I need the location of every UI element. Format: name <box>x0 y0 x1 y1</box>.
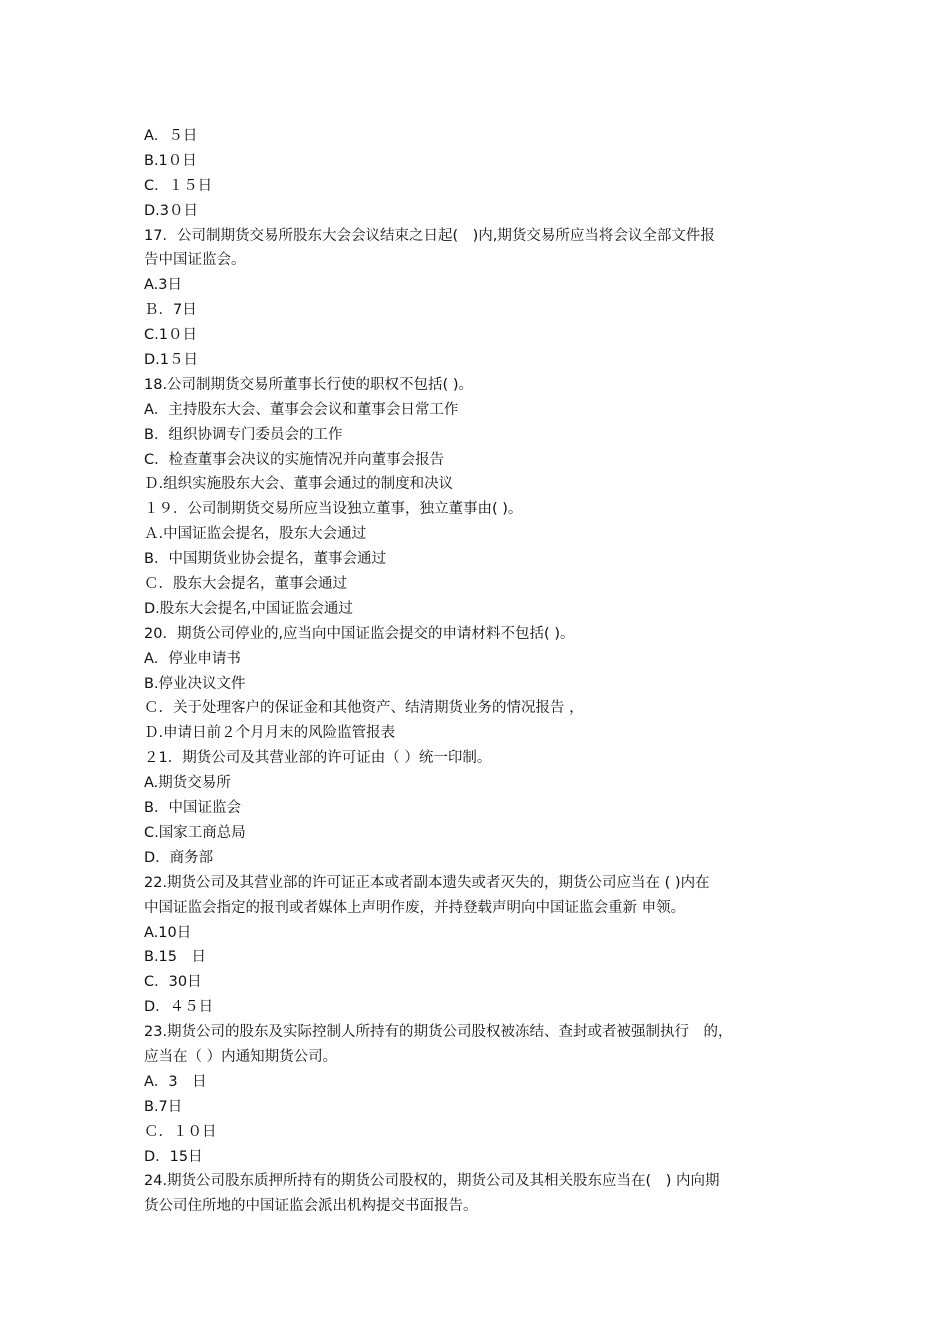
option-line: B.1０日 <box>144 152 197 169</box>
option-line: Ｄ.组织实施股东大会、董事会通过的制度和决议 <box>144 476 454 493</box>
option-line: Ｃ．股东大会提名，董事会通过 <box>144 576 347 593</box>
option-line: B.7日 <box>144 1098 183 1115</box>
option-line: Ｃ．关于处理客户的保证金和其他资产、结清期货业务的情况报告 ， <box>144 700 584 717</box>
option-line: D．15日 <box>144 1148 203 1165</box>
question-23-line-2: 应当在（ ）内通知期货公司。 <box>144 1048 338 1065</box>
option-line: D．商务部 <box>144 849 214 866</box>
question-17-line-1: 17．公司制期货交易所股东大会会议结束之日起( )内,期货交易所应当将会议全部文件报 <box>144 227 715 244</box>
document-body <box>144 124 824 1219</box>
option-line: Ｄ.申请日前２个月月末的风险监管报表 <box>144 725 396 742</box>
question-22-line-2: 中国证监会指定的报刊或者媒体上声明作废，并持登载声明向中国证监会重新 申领。 <box>144 899 686 916</box>
option-line: A.期货交易所 <box>144 775 231 792</box>
option-line: D.1５日 <box>144 352 198 369</box>
option-line: C．30日 <box>144 974 202 991</box>
question-20: 20．期货公司停业的,应当向中国证监会提交的申请材料不包括( )。 <box>144 625 575 642</box>
question-24-line-2: 货公司住所地的中国证监会派出机构提交书面报告。 <box>144 1198 478 1215</box>
option-line: Ａ.中国证监会提名，股东大会通过 <box>144 526 367 543</box>
option-line: C.1０日 <box>144 327 197 344</box>
option-line: D．４５日 <box>144 999 214 1016</box>
option-line: B．中国期货业协会提名，董事会通过 <box>144 551 386 568</box>
option-line: B.15 日 <box>144 949 207 966</box>
option-line: A．主持股东大会、董事会会议和董事会日常工作 <box>144 401 459 418</box>
option-line: A．3 日 <box>144 1073 207 1090</box>
option-line: D.3０日 <box>144 202 198 219</box>
option-line: B．中国证监会 <box>144 800 241 817</box>
question-17-line-2: 告中国证监会。 <box>144 252 246 269</box>
option-line: Ｂ．7日 <box>144 302 197 319</box>
question-19: １９．公司制期货交易所应当设独立董事，独立董事由( )。 <box>144 501 523 518</box>
option-line: C．１５日 <box>144 177 213 194</box>
question-22-line-1: 22.期货公司及其营业部的许可证正本或者副本遗失或者灭失的，期货公司应当在 ( )内在 <box>144 874 710 891</box>
question-24-line-1: 24.期货公司股东质押所持有的期货公司股权的，期货公司及其相关股东应当在( ) 内向期 <box>144 1173 720 1190</box>
question-18: 18.公司制期货交易所董事长行使的职权不包括( )。 <box>144 376 473 393</box>
option-line: A.3日 <box>144 277 182 294</box>
option-line: B．组织协调专门委员会的工作 <box>144 426 343 443</box>
question-21: ２1．期货公司及其营业部的许可证由（ ）统一印制。 <box>144 750 492 767</box>
option-line: C．检查董事会决议的实施情况并向董事会报告 <box>144 451 445 468</box>
option-line: A．５日 <box>144 128 198 144</box>
option-line: C.国家工商总局 <box>144 824 246 841</box>
option-line: A．停业申请书 <box>144 650 241 667</box>
option-line: A.10日 <box>144 924 192 941</box>
question-23-line-1: 23.期货公司的股东及实际控制人所持有的期货公司股权被冻结、查封或者被强制执行 的， <box>144 1024 733 1041</box>
option-line: Ｃ．１０日 <box>144 1123 217 1140</box>
option-line: B.停业决议文件 <box>144 675 246 692</box>
option-line: D.股东大会提名,中国证监会通过 <box>144 600 353 617</box>
